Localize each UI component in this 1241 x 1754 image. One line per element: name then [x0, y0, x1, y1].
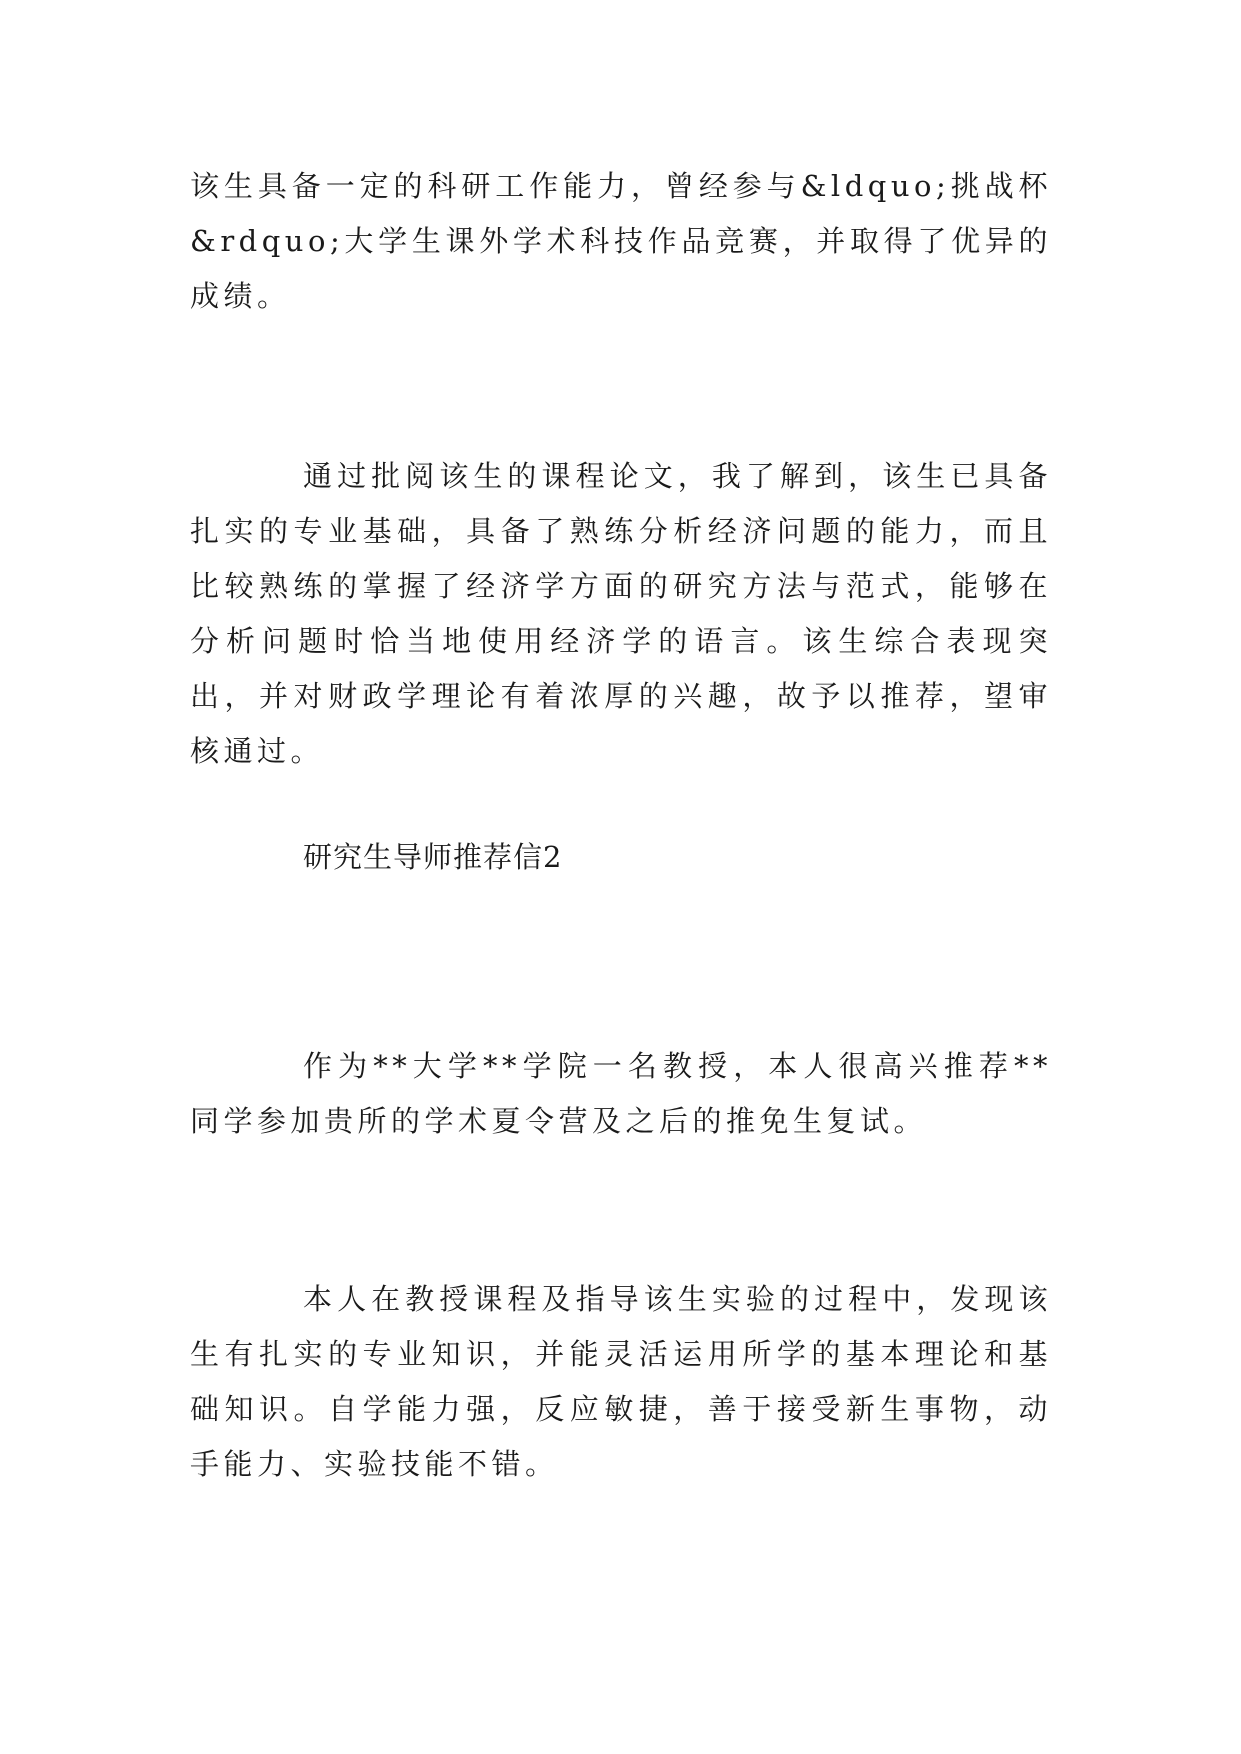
section-heading: 研究生导师推荐信2: [303, 840, 563, 874]
paragraph-student-skills: 本人在教授课程及指导该生实验的过程中，发现该生有扎实的专业知识，并能灵活运用所学的基本理论和基础知识。自学能力强，反应敏捷，善于接受新生事物，动手能力、实验技能不错。: [190, 1282, 1052, 1481]
paragraph-research-ability: 该生具备一定的科研工作能力，曾经参与&ldquo;挑战杯&rdquo;大学生课外学术科技作品竞赛，并取得了优异的成绩。: [190, 169, 1052, 313]
paragraph-course-paper: 通过批阅该生的课程论文，我了解到，该生已具备扎实的专业基础，具备了熟练分析经济问题的能力，而且比较熟练的掌握了经济学方面的研究方法与范式，能够在分析问题时恰当地使用经济学的语言。该生综合表现突出，并对财政学理论有着浓厚的兴趣，故予以推荐，望审核通过。: [190, 459, 1052, 768]
paragraph-recommendation-intro: 作为**大学**学院一名教授，本人很高兴推荐**同学参加贵所的学术夏令营及之后的推免生复试。: [190, 1049, 1052, 1138]
